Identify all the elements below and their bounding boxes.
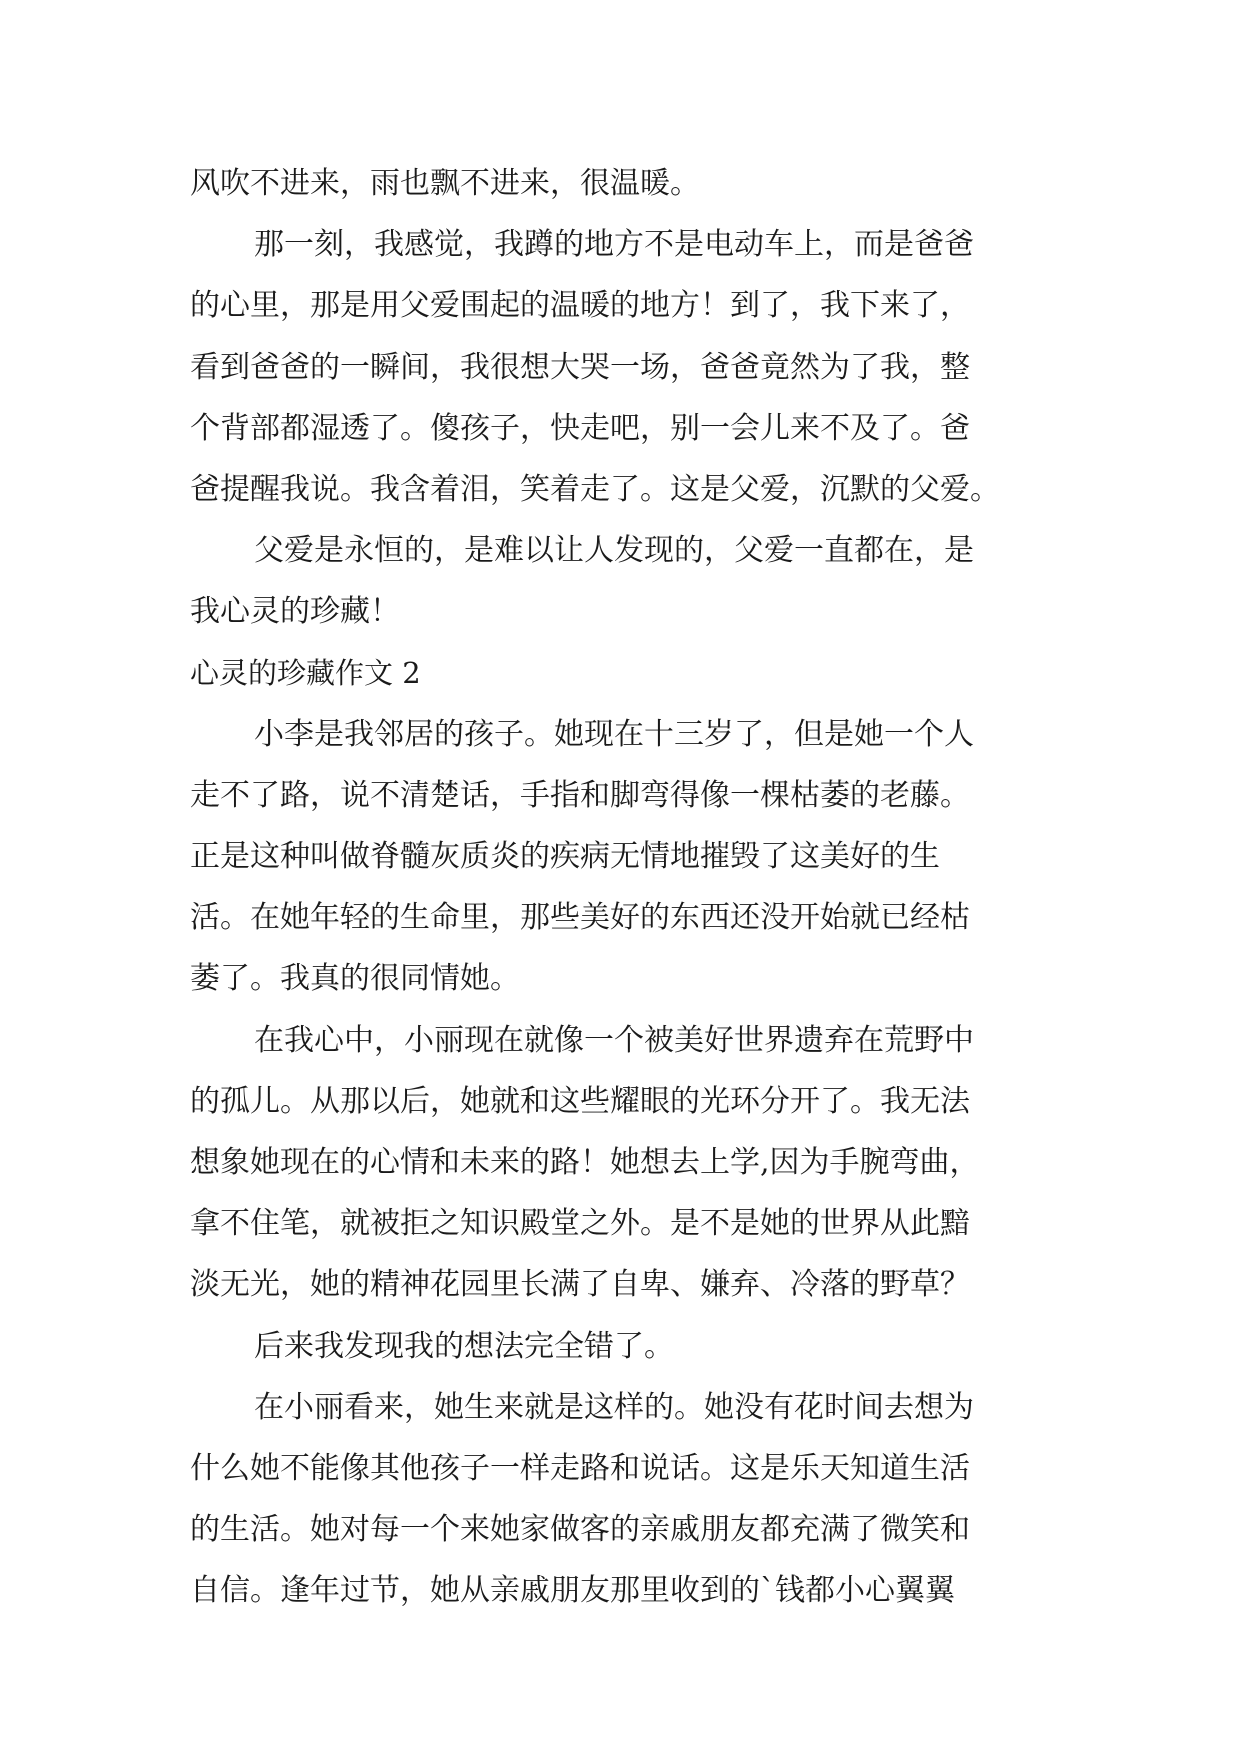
text-line: 正是这种叫做脊髓灰质炎的疾病无情地摧毁了这美好的生 <box>190 839 940 875</box>
text-line: 在小丽看来，她生来就是这样的。她没有花时间去想为 <box>254 1389 974 1425</box>
text-line: 的生活。她对每一个来她家做客的亲戚朋友都充满了微笑和 <box>190 1512 970 1548</box>
document-body <box>190 153 1070 1622</box>
text-line: 活。在她年轻的生命里，那些美好的东西还没开始就已经枯 <box>190 900 970 936</box>
section-heading: 心灵的珍藏作文 2 <box>190 655 421 690</box>
text-line: 的心里，那是用父爱围起的温暖的地方！到了，我下来了， <box>190 288 970 324</box>
text-line: 那一刻，我感觉，我蹲的地方不是电动车上，而是爸爸 <box>254 227 974 263</box>
text-line: 我心灵的珍藏！ <box>190 594 400 630</box>
text-line: 的孤儿。从那以后，她就和这些耀眼的光环分开了。我无法 <box>190 1083 970 1119</box>
text-line: 自信。逢年过节，她从亲戚朋友那里收到的`钱都小心翼翼 <box>190 1573 955 1609</box>
text-line: 走不了路，说不清楚话，手指和脚弯得像一棵枯萎的老藤。 <box>190 777 970 813</box>
text-line: 拿不住笔，就被拒之知识殿堂之外。是不是她的世界从此黯 <box>190 1206 970 1242</box>
text-line: 在我心中，小丽现在就像一个被美好世界遗弃在荒野中 <box>254 1022 974 1058</box>
text-line: 后来我发现我的想法完全错了。 <box>254 1328 674 1364</box>
text-line: 萎了。我真的很同情她。 <box>190 961 520 997</box>
text-line: 爸提醒我说。我含着泪，笑着走了。这是父爱，沉默的父爱。 <box>190 471 1000 507</box>
text-line: 什么她不能像其他孩子一样走路和说话。这是乐天知道生活 <box>190 1450 970 1486</box>
text-line: 个背部都湿透了。傻孩子，快走吧，别一会儿来不及了。爸 <box>190 410 970 446</box>
text-line: 想象她现在的心情和未来的路！她想去上学,因为手腕弯曲， <box>190 1145 980 1180</box>
text-line: 淡无光，她的精神花园里长满了自卑、嫌弃、冷落的野草？ <box>190 1267 970 1303</box>
text-line: 小李是我邻居的孩子。她现在十三岁了，但是她一个人 <box>254 716 974 752</box>
text-line: 父爱是永恒的，是难以让人发现的，父爱一直都在，是 <box>254 533 974 569</box>
text-line: 风吹不进来，雨也飘不进来，很温暖。 <box>190 166 700 201</box>
text-line: 看到爸爸的一瞬间，我很想大哭一场，爸爸竟然为了我，整 <box>190 349 970 385</box>
